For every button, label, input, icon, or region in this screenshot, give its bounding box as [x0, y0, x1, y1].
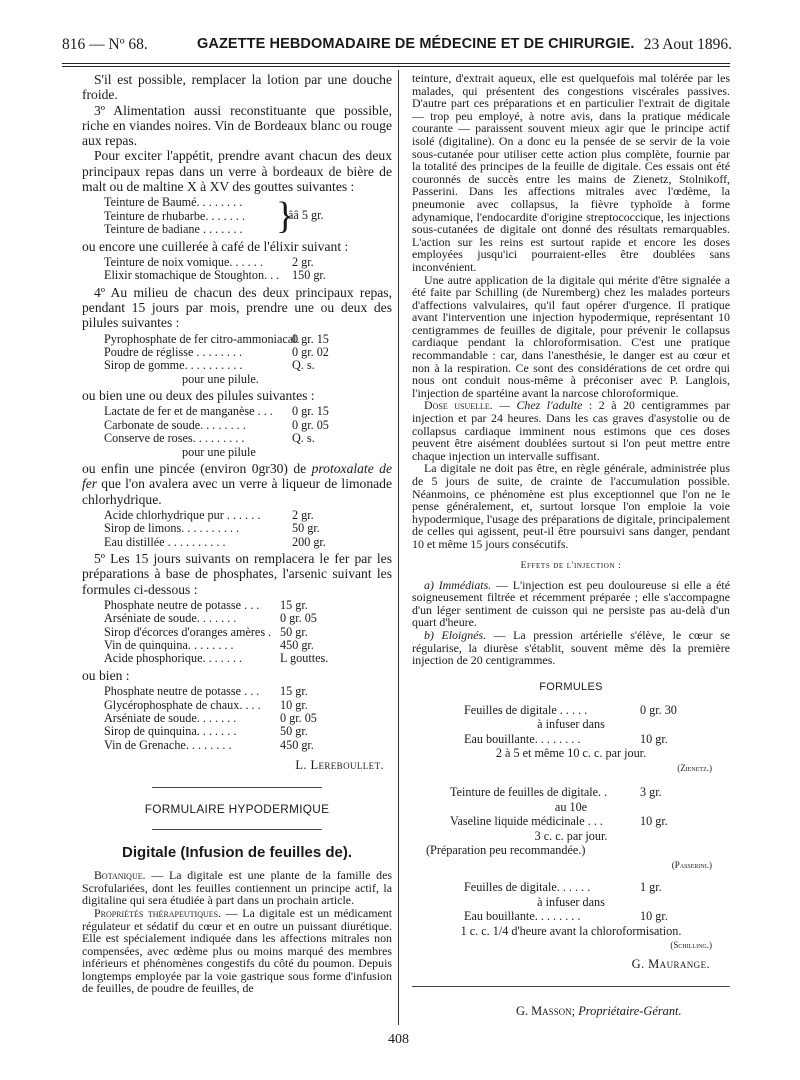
ingredient: Sirop de gomme. . . . . . . . . . [104, 358, 243, 373]
paragraph: ou bien une ou deux des pilules suivantes : [82, 388, 315, 404]
source: (Passerini.) [671, 859, 712, 870]
ingredient: Arséniate de soude. . . . . . . [104, 611, 237, 626]
note: (Préparation peu recommandée.) [426, 843, 586, 858]
quantity: 10 gr. [640, 731, 668, 746]
paragraph: b) Eloignés. — La pression artérielle s'élève, le cœur se régularise, la diurèse s'établit, souvent même dès la première injection de 20 centigrammes. [412, 627, 730, 668]
column-divider [398, 70, 399, 1025]
source: (Schilling.) [670, 940, 712, 951]
ingredient: Elixir stomachique de Stoughton. . . [104, 268, 280, 283]
journal-title: GAZETTE HEBDOMADAIRE DE MÉDECINE ET DE CHIRURGIE. [197, 36, 635, 52]
page-header [62, 32, 732, 56]
quantity: 1 gr. [640, 880, 662, 895]
quantity: 10 gr. [640, 814, 668, 829]
quantity: Q. s. [292, 431, 315, 446]
quantity: 450 gr. [280, 638, 314, 653]
quantity: 2 gr. [292, 507, 314, 522]
issue-date: 23 Aout 1896. [643, 36, 732, 53]
header-rule [62, 63, 730, 64]
quantity: 0 gr. 05 [280, 710, 317, 725]
article-heading: Digitale (Infusion de feuilles de). [121, 844, 353, 862]
quantity: 2 gr. [292, 254, 314, 269]
paragraph: Propriétés thérapeutiques. — La digitale est un médicament régulateur et sédatif du cœur et en outre un puissant diurétique. Elle est spécialement indiquée dans les affections mitrales non compensées, avec œdème plus ou moins marqué des membres inférieurs et phénomènes congestifs du côté du poumon. Depuis longtemps employée par la voie gastrique sous forme d'infusion de feuilles, de poudre de feuilles, de [82, 905, 393, 996]
formulas-title: FORMULES [539, 680, 603, 693]
quantity: 450 gr. [280, 737, 314, 752]
ingredient: Teinture de badiane . . . . . . . [104, 222, 243, 237]
ingredient: Phosphate neutre de potasse . . . [104, 684, 260, 699]
ingredient: Conserve de roses. . . . . . . . . [104, 431, 245, 446]
paragraph: ou encore une cuillerée à café de l'élixir suivant : [82, 238, 349, 254]
publisher-footer: G. Masson; Propriétaire-Gérant. [516, 1004, 682, 1018]
header-rule-double [62, 66, 730, 67]
paragraph: Pour exciter l'appétit, prendre avant chacun des deux principaux repas dans un verre à bordeaux de bière de malt ou de maltine X à XV des gouttes suivantes : [82, 148, 392, 195]
quantity: 10 gr. [280, 697, 308, 712]
section-rule [152, 787, 322, 788]
paragraph: Botanique. — La digitale est une plante de la famille des Scrofulariées, dont les feuilles contiennent un principe actif, la digitaline qui sera étudiée à part dans un prochain article. [82, 868, 392, 908]
dosage: 2 à 5 et même 10 c. c. par jour. [495, 746, 647, 761]
author-signature: L. Lereboullet. [295, 758, 384, 773]
paragraph: Dose usuelle. — Chez l'adulte : 2 à 20 centigrammes par injection et par 24 heures. Dans les cas graves d'asystolie ou de collapsus cardiaque imminent nous estimons que ces doses peuvent être aisément doublées surtout si l'on peut mettre entre chaque injection un intervalle suffisant. [412, 398, 730, 463]
prescription-phosphates-2 [104, 685, 392, 752]
ingredient: Eau bouillante. . . . . . . . [464, 731, 581, 746]
source: (Zienetz.) [677, 762, 712, 773]
quantity: 0 gr. 15 [292, 331, 329, 346]
ingredient: Sirop d'écorces d'oranges amères . [104, 624, 272, 639]
paragraph: La digitale ne doit pas être, en règle générale, administrée plus de 5 jours de suite, de crainte de l'accumulation possible. Néanmoins, ce phénomène est plus exceptionnel que l'on ne le pense généralement, et, surtout lorsque l'on emploie la voie hypodermique, l'usage des préparations de digitale, principalement de celles qui agissent, peut-il être poursuivi sans danger, pendant 10 et même 15 jours consécutifs. [412, 461, 730, 551]
formula-passerini [412, 785, 730, 872]
quantity: 0 gr. 30 [640, 702, 677, 717]
ingredient: Feuilles de digitale . . . . . [464, 702, 588, 717]
ingredient: Arséniate de soude. . . . . . . [104, 710, 237, 725]
paragraph: 3º Alimentation aussi reconstituante que possible, riche en viandes noires. Vin de Bordeaux blanc ou rouge aux repas. [82, 102, 392, 149]
dosage: 3 c. c. par jour. [534, 828, 608, 843]
quantity: 3 gr. [640, 785, 662, 800]
ingredient: Poudre de réglisse . . . . . . . . [104, 344, 243, 359]
ingredient: Teinture de noix vomique. . . . . . [104, 254, 263, 269]
page-number: 408 [388, 1032, 409, 1047]
dosage: 1 c. c. 1/4 d'heure avant la chloroformisation. [460, 923, 682, 938]
ingredient: Vin de quinquina. . . . . . . . [104, 638, 234, 653]
subsection-title: Effets de l'injection : [520, 560, 622, 571]
paragraph: Une autre application de la digitale qui mérite d'être signalée a été faite par Schilling (de Nuremberg) chez les malades porteurs d'affections valvulaires, qu'il faut opérer d'urgence. Il pratique avant l'intervention une injection hypodermique, représentant 10 centigrammes de feuilles de digitale, pour prévenir le collapsus cardiaque pendant la chloroformisation. C'est une pratique recommandable : car, dans l'anesthésie, le danger est au cœur et non à la respiration. Ce sont des considérations de cet ordre qui nous ont conduit nous-même à préconiser avec P. Langlois, l'injection de spartéine avant la narcose chloroformique. [412, 272, 730, 400]
quantity: 15 gr. [280, 684, 308, 699]
quantity: 50 gr. [292, 521, 320, 536]
section-title: FORMULAIRE HYPODERMIQUE [144, 802, 330, 817]
ingredient: Acide chlorhydrique pur . . . . . . [104, 507, 261, 522]
prescription-pills-1 [104, 333, 392, 387]
ingredient: Acide phosphorique. . . . . . . [104, 651, 243, 666]
ingredient: Sirop de limons. . . . . . . . . . [104, 521, 240, 536]
paragraph: teinture, d'extrait aqueux, elle est quelquefois mal tolérée par les malades, qui présentent des congestions viscérales passives. D'autre part ces préparations et en particulier l'extrait de digitale — trop peu employé, à notre avis, dans la pratique médicale courante — paraissent souvent mieux agir que le principe actif isolé (digitaline). On a donc eu la pensée de se servir de la voie sous-cutanée pour utiliser cette action plus complète, fournie par la totalité des principes de la feuille de digitale. Ces essais ont été couronnés de succès entre les mains de Zienetz, Stolnikoff, Passerini. Dans les affections mitrales avec l'œdème, la pneumonie avec collapsus, la fièvre typhoïde à forme adynamique, l'endocardite d'origine streptococcique, les injections sous-cutanées de digitale ont donné des résultats remarquables. L'action sur les reins est surtout rapide et encore les doses employées jusqu'ici pourraient-elles être doublées sans inconvénient. [412, 71, 730, 274]
ingredient: Teinture de rhubarbe. . . . . . . [104, 208, 245, 223]
ingredient: Feuilles de digitale. . . . . . [464, 880, 591, 895]
quantity: 10 gr. [640, 909, 668, 924]
ingredient: Glycérophosphate de chaux. . . . [104, 697, 261, 712]
prescription-note: pour une pilule. [182, 371, 259, 386]
ingredient: Carbonate de soude. . . . . . . . [104, 417, 246, 432]
prescription-lemonade [104, 509, 392, 549]
ingredient: Teinture de Baumé. . . . . . . . [104, 195, 243, 210]
formula-schilling [412, 880, 730, 953]
instruction: au 10e [554, 799, 588, 814]
brace: } [276, 195, 295, 238]
prescription-elixir [104, 256, 392, 283]
quantity: 0 gr. 05 [280, 611, 317, 626]
quantity: 0 gr. 05 [292, 417, 329, 432]
page-issue-number: 816 — Nº 68. [62, 36, 148, 53]
prescription-note: pour une pilule [182, 444, 256, 459]
formula-zienetz [412, 703, 730, 776]
ingredient: Eau distillée . . . . . . . . . . [104, 534, 226, 549]
quantity: 50 gr. [280, 624, 308, 639]
paragraph: 4º Au milieu de chacun des deux principaux repas, pendant 15 jours par mois, prendre une ou deux des pilules suivantes : [82, 284, 392, 331]
ingredient: Vin de Grenache. . . . . . . . [104, 737, 232, 752]
ingredient: Lactate de fer et de manganèse . . . [104, 404, 273, 419]
quantity: 200 gr. [292, 534, 326, 549]
instruction: à infuser dans [537, 717, 605, 732]
ingredient: Teinture de feuilles de digitale. . [450, 785, 608, 800]
quantity: L gouttes. [280, 651, 329, 666]
quantity: ââ 5 gr. [288, 208, 324, 223]
ingredient: Eau bouillante. . . . . . . . [464, 909, 581, 924]
ingredient: Phosphate neutre de potasse . . . [104, 597, 260, 612]
footer-rule [412, 986, 730, 987]
quantity: 0 gr. 02 [292, 344, 329, 359]
quantity: Q. s. [292, 358, 315, 373]
paragraph: a) Immédiats. — L'injection est peu douloureuse si elle a été soigneusement filtrée et récemment préparée ; elle s'accompagne d'un léger sentiment de cuisson qui ne persiste pas au-delà d'un quart d'heure. [412, 577, 730, 630]
quantity: 50 gr. [280, 724, 308, 739]
section-rule [152, 829, 322, 830]
prescription-tinctures [104, 196, 392, 236]
ingredient: Pyrophosphate de fer citro-ammoniacal. [104, 331, 300, 346]
paragraph: ou bien : [82, 667, 130, 683]
prescription-pills-2 [104, 405, 392, 459]
paragraph: ou enfin une pincée (environ 0gr30) de protoxalate de fer que l'on avalera avec un verre à liqueur de limonade chlorhydrique. [82, 460, 392, 507]
paragraph: S'il est possible, remplacer la lotion par une douche froide. [82, 72, 392, 103]
quantity: 15 gr. [280, 597, 308, 612]
instruction: à infuser dans [537, 894, 605, 909]
author-signature: G. Maurange. [631, 956, 710, 971]
paragraph: 5º Les 15 jours suivants on remplacera le fer par les préparations à base de phosphates, l'arsenic suivant les formules ci-dessous : [82, 551, 392, 597]
ingredient: Vaseline liquide médicinale . . . [450, 814, 603, 829]
left-column [82, 72, 392, 995]
ingredient: Sirop de quinquina. . . . . . . [104, 724, 237, 739]
quantity: 150 gr. [292, 268, 326, 283]
quantity: 0 gr. 15 [292, 404, 329, 419]
prescription-phosphates-1 [104, 599, 392, 666]
right-column [412, 72, 730, 987]
